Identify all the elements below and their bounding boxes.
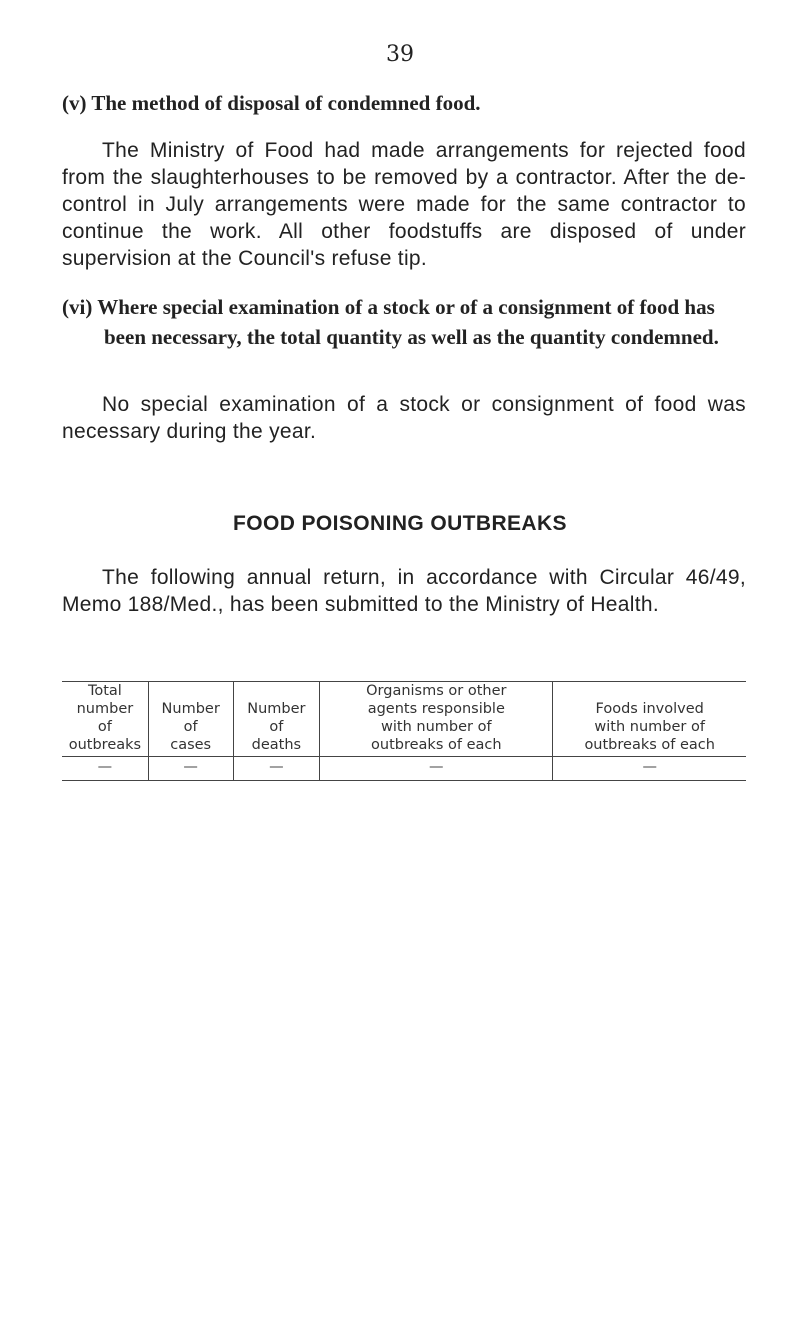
section-v-heading <box>62 88 742 118</box>
outbreaks-table <box>62 681 746 781</box>
section-vi-heading-text: Where special examination of a stock or of a consignment of food has been necessary, the total quantity as well as the quantity condemned. <box>97 295 719 349</box>
cell-total-outbreaks: — <box>97 759 113 775</box>
food-poisoning-title: FOOD POISONING OUTBREAKS <box>233 512 567 535</box>
cell-number-of-cases: — <box>148 757 233 781</box>
section-v-heading-text: The method of disposal of condemned food. <box>91 91 481 115</box>
header-foods-involved: Foods involved with number of outbreaks of each <box>553 682 746 757</box>
food-poisoning-paragraph: The following annual return, in accordance with Circular 46/49, Memo 188/Med., has been submitted to the Ministry of Health. <box>62 566 746 616</box>
section-vi-paragraph: No special examination of a stock or consignment of food was necessary during the year. <box>62 393 746 443</box>
section-vi-number: (vi) <box>62 295 93 319</box>
header-organisms: Organisms or other agents responsible with number of outbreaks of each <box>320 682 553 757</box>
section-vi-heading <box>62 292 746 352</box>
cell-number-of-deaths: — <box>233 757 320 781</box>
header-total-outbreaks: Total number of outbreaks <box>68 683 142 753</box>
page-number: 39 <box>386 42 414 67</box>
header-number-of-deaths: Number of deaths <box>233 682 320 757</box>
section-v-number: (v) <box>62 91 87 115</box>
cell-foods-involved: — <box>553 757 746 781</box>
table-row <box>62 757 746 781</box>
table-header-row <box>62 682 746 757</box>
cell-organisms: — <box>320 757 553 781</box>
header-number-of-cases: Number of cases <box>148 682 233 757</box>
section-v-paragraph: The Ministry of Food had made arrangements for rejected food from the slaughterhouses to be removed by a contractor. After the de-control in July arrangements were made for the same contractor to continue the work. All other foodstuffs are disposed of under supervision at the Council's refuse tip. <box>62 139 746 270</box>
